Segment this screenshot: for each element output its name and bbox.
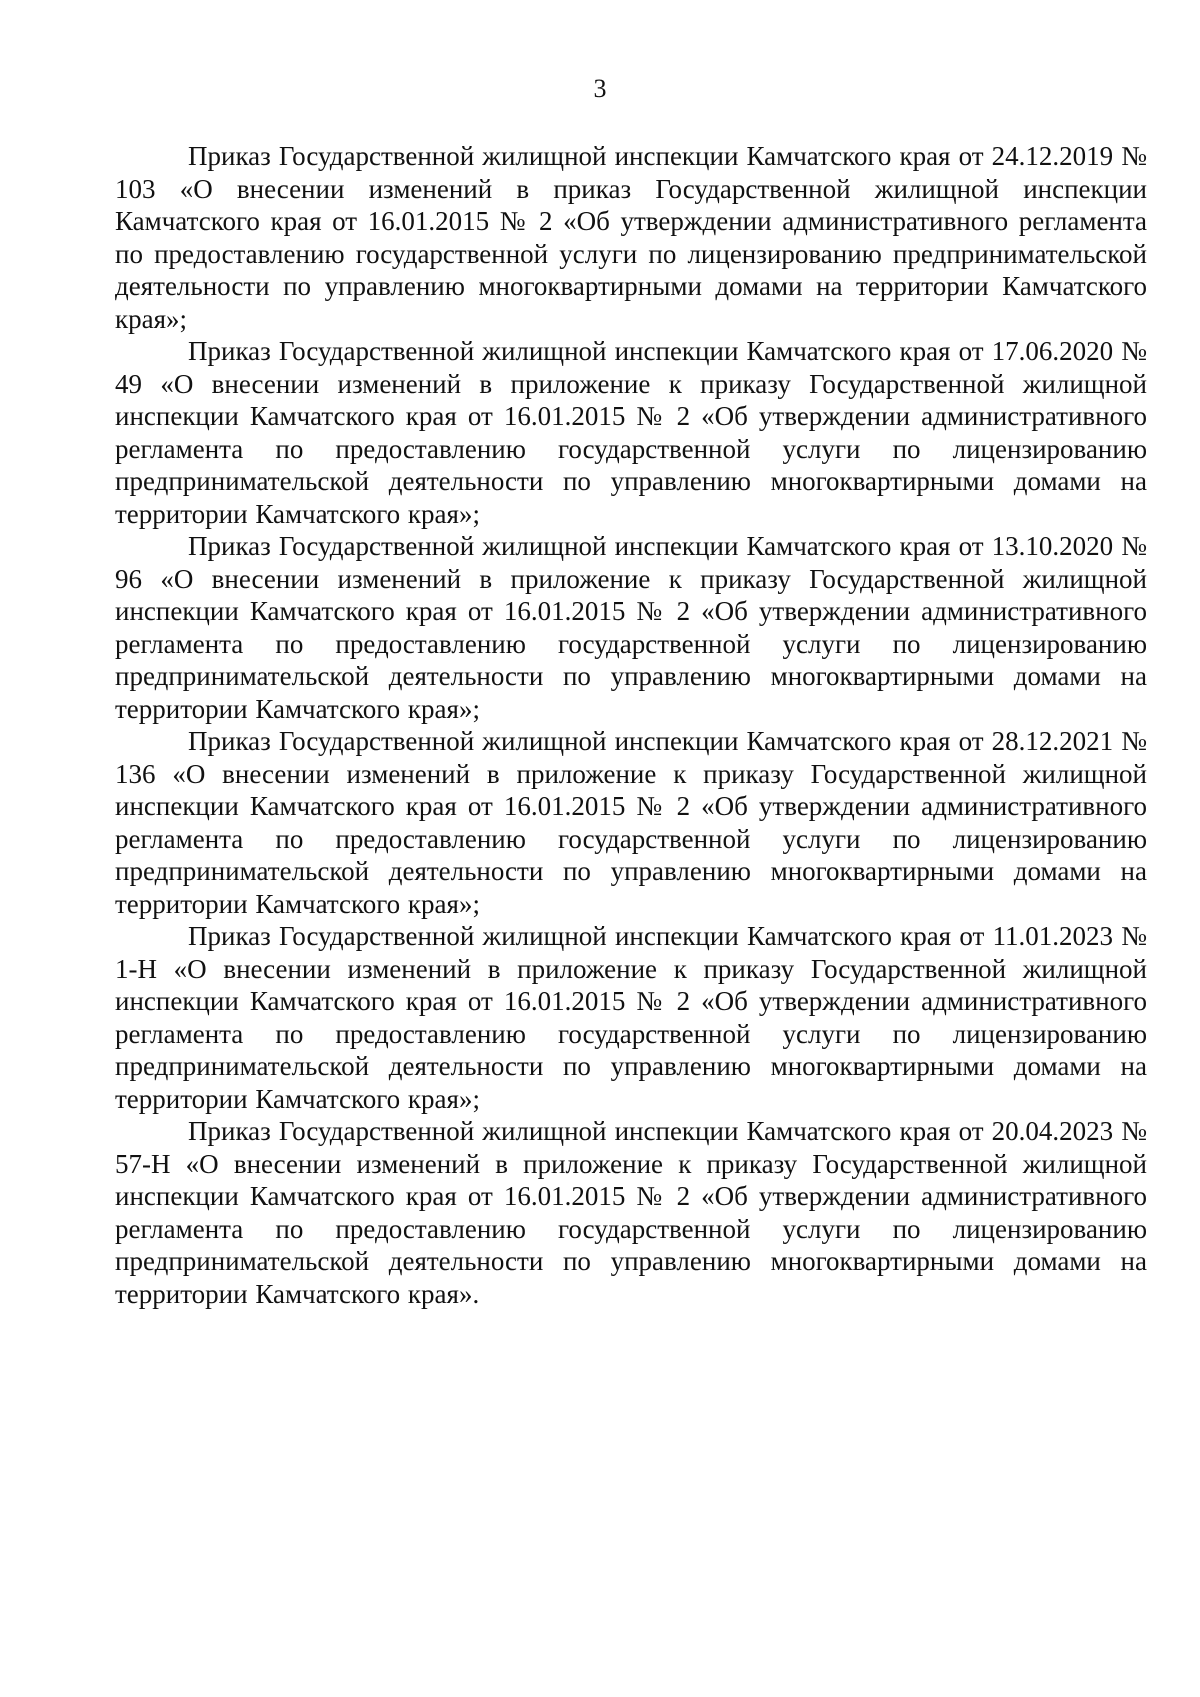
document-body (115, 140, 1147, 1310)
paragraph-order-2023-1n: Приказ Государственной жилищной инспекции Камчатского края от 11.01.2023 № 1-Н «О внесении изменений в приложение к приказу Государственной жилищной инспекции Камчатского края от 16.01.2015 № 2 «Об утверждении административного регламента по предоставлению государственной услуги по лицензированию предпринимательской деятельности по управлению многоквартирными домами на территории Камчатского края»; (115, 921, 1147, 1114)
page-number: 3 (593, 74, 607, 103)
paragraph-order-2019-103: Приказ Государственной жилищной инспекции Камчатского края от 24.12.2019 № 103 «О внесении изменений в приказ Государственной жилищной инспекции Камчатского края от 16.01.2015 № 2 «Об утверждении административного регламента по предоставлению государственной услуги по лицензированию предпринимательской деятельности по управлению многоквартирными домами на территории Камчатского края»; (115, 141, 1147, 334)
paragraph-order-2020-96: Приказ Государственной жилищной инспекции Камчатского края от 13.10.2020 № 96 «О внесении изменений в приложение к приказу Государственной жилищной инспекции Камчатского края от 16.01.2015 № 2 «Об утверждении административного регламента по предоставлению государственной услуги по лицензированию предпринимательской деятельности по управлению многоквартирными домами на территории Камчатского края»; (115, 531, 1147, 724)
paragraph-order-2021-136: Приказ Государственной жилищной инспекции Камчатского края от 28.12.2021 № 136 «О внесении изменений в приложение к приказу Государственной жилищной инспекции Камчатского края от 16.01.2015 № 2 «Об утверждении административного регламента по предоставлению государственной услуги по лицензированию предпринимательской деятельности по управлению многоквартирными домами на территории Камчатского края»; (115, 726, 1147, 919)
paragraph-order-2020-49: Приказ Государственной жилищной инспекции Камчатского края от 17.06.2020 № 49 «О внесении изменений в приложение к приказу Государственной жилищной инспекции Камчатского края от 16.01.2015 № 2 «Об утверждении административного регламента по предоставлению государственной услуги по лицензированию предпринимательской деятельности по управлению многоквартирными домами на территории Камчатского края»; (115, 336, 1147, 529)
paragraph-order-2023-57n: Приказ Государственной жилищной инспекции Камчатского края от 20.04.2023 № 57-Н «О внесении изменений в приложение к приказу Государственной жилищной инспекции Камчатского края от 16.01.2015 № 2 «Об утверждении административного регламента по предоставлению государственной услуги по лицензированию предпринимательской деятельности по управлению многоквартирными домами на территории Камчатского края». (115, 1116, 1147, 1309)
